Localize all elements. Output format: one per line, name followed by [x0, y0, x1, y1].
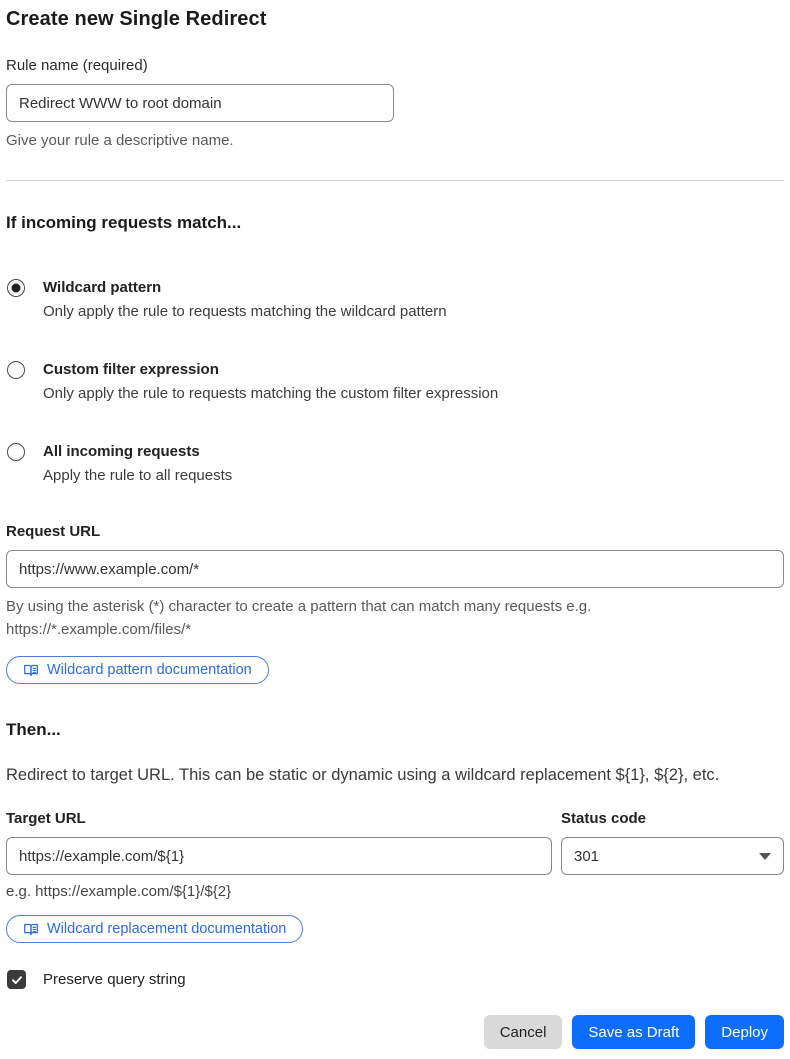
- request-url-input[interactable]: [6, 550, 784, 588]
- save-as-draft-button[interactable]: Save as Draft: [572, 1015, 695, 1049]
- status-code-select[interactable]: [561, 837, 784, 875]
- match-type-radio-group: [6, 277, 784, 486]
- rule-name-label: Rule name (required): [6, 57, 148, 74]
- radio-button-icon[interactable]: [7, 443, 25, 461]
- book-icon: [23, 663, 39, 678]
- preserve-query-label: Preserve query string: [43, 971, 186, 988]
- target-url-helper: e.g. https://example.com/${1}/${2}: [6, 883, 232, 900]
- footer-actions: [6, 1015, 784, 1049]
- section-divider: [6, 180, 784, 181]
- radio-option-all-requests[interactable]: [6, 441, 784, 486]
- radio-description: Only apply the rule to requests matching the custom filter expression: [43, 385, 499, 402]
- deploy-button[interactable]: Deploy: [705, 1015, 784, 1049]
- target-url-label: Target URL: [6, 810, 86, 827]
- radio-button-icon[interactable]: [7, 361, 25, 379]
- radio-description: Apply the rule to all requests: [43, 467, 233, 484]
- radio-label: Wildcard pattern: [43, 279, 162, 296]
- request-url-helper-line1: By using the asterisk (*) character to create a pattern that can match many requests e.g.: [6, 598, 592, 615]
- then-section-heading: Then...: [6, 720, 61, 739]
- wildcard-pattern-docs-button[interactable]: [6, 656, 269, 684]
- cancel-button[interactable]: Cancel: [484, 1015, 563, 1049]
- radio-description: Only apply the rule to requests matching the wildcard pattern: [43, 303, 447, 320]
- radio-label: Custom filter expression: [43, 361, 219, 378]
- radio-option-custom-filter[interactable]: [6, 359, 784, 404]
- rule-name-helper: Give your rule a descriptive name.: [6, 132, 234, 149]
- target-row: [6, 810, 784, 900]
- request-url-helper-line2: https://*.example.com/files/*: [6, 621, 192, 638]
- chevron-down-icon: [759, 853, 771, 860]
- preserve-query-row[interactable]: [6, 970, 784, 989]
- page-title: Create new Single Redirect: [6, 8, 267, 30]
- then-description: Redirect to target URL. This can be static or dynamic using a wildcard replacement ${1}, ${2}, etc.: [6, 766, 720, 784]
- status-code-column: [561, 810, 784, 900]
- radio-button-icon[interactable]: [7, 279, 25, 297]
- radio-option-wildcard-pattern[interactable]: [6, 277, 784, 322]
- rule-name-input[interactable]: [6, 84, 394, 122]
- book-icon: [23, 922, 39, 937]
- radio-label: All incoming requests: [43, 443, 200, 460]
- match-section-heading: If incoming requests match...: [6, 213, 242, 232]
- target-url-input[interactable]: [6, 837, 552, 875]
- status-code-value: 301: [574, 847, 600, 865]
- checkbox-checked-icon[interactable]: [7, 970, 26, 989]
- status-code-label: Status code: [561, 810, 647, 827]
- target-url-column: [6, 810, 552, 900]
- doc-button-label: Wildcard pattern documentation: [47, 662, 252, 678]
- request-url-label: Request URL: [6, 523, 101, 540]
- request-url-helper: [6, 595, 784, 641]
- wildcard-replacement-docs-button[interactable]: [6, 915, 303, 943]
- doc-button-label: Wildcard replacement documentation: [47, 921, 287, 937]
